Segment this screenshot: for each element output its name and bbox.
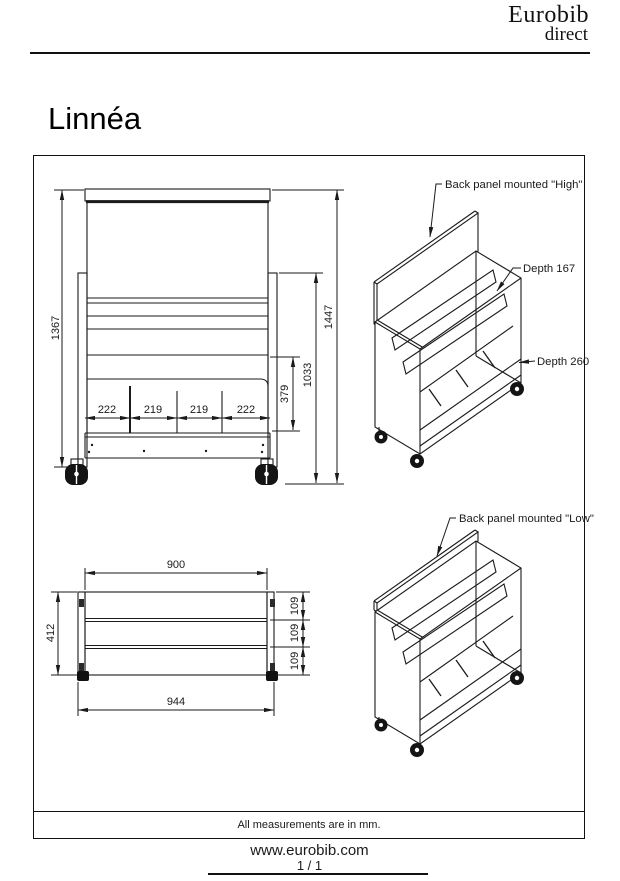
dim-row-2: 109 (289, 623, 301, 643)
measurement-note-strip (33, 812, 585, 839)
logo-line-1: Eurobib (508, 2, 589, 28)
dim-slot-4: 222 (236, 404, 256, 416)
caption-back-panel-low: Back panel mounted "Low" (459, 513, 594, 525)
label-bin-depth: Depth 260 (537, 356, 590, 368)
top-view (45, 559, 310, 716)
caster-front-left (65, 459, 88, 485)
front-view (50, 189, 344, 485)
website-text: www.eurobib.com (250, 842, 369, 859)
dim-slot-1: 222 (97, 404, 117, 416)
iso-view-high (374, 179, 589, 468)
dim-total-height: 1447 (323, 304, 335, 330)
caster-mount-marks (79, 599, 275, 671)
page-number: 1 / 1 (296, 858, 323, 873)
page-title: Linnéa (48, 101, 142, 136)
top-view-dimensions (51, 568, 310, 716)
dim-overall-height: 1367 (50, 315, 62, 341)
dim-outer-width: 944 (166, 696, 186, 708)
dim-row-3: 109 (289, 651, 301, 671)
front-view-dimensions (54, 190, 344, 484)
logo-line-2: direct (544, 24, 588, 45)
dim-slot-2: 219 (143, 404, 163, 416)
measurement-note: All measurements are in mm. (237, 818, 381, 831)
dim-bin-height: 379 (279, 384, 291, 404)
footer-divider (208, 873, 428, 875)
dim-depth: 412 (45, 623, 57, 643)
caster-front-right (255, 459, 278, 485)
caption-back-panel-high: Back panel mounted "High" (445, 179, 583, 191)
dim-inner-width: 900 (166, 559, 186, 571)
dim-side-height: 1033 (302, 362, 314, 388)
dim-row-1: 109 (289, 596, 301, 616)
iso-view-low (374, 513, 594, 757)
caster-bracket-marks (77, 671, 278, 681)
label-shelf-depth: Depth 167 (523, 263, 576, 275)
screw-dots (88, 444, 264, 453)
dim-slot-3: 219 (189, 404, 209, 416)
